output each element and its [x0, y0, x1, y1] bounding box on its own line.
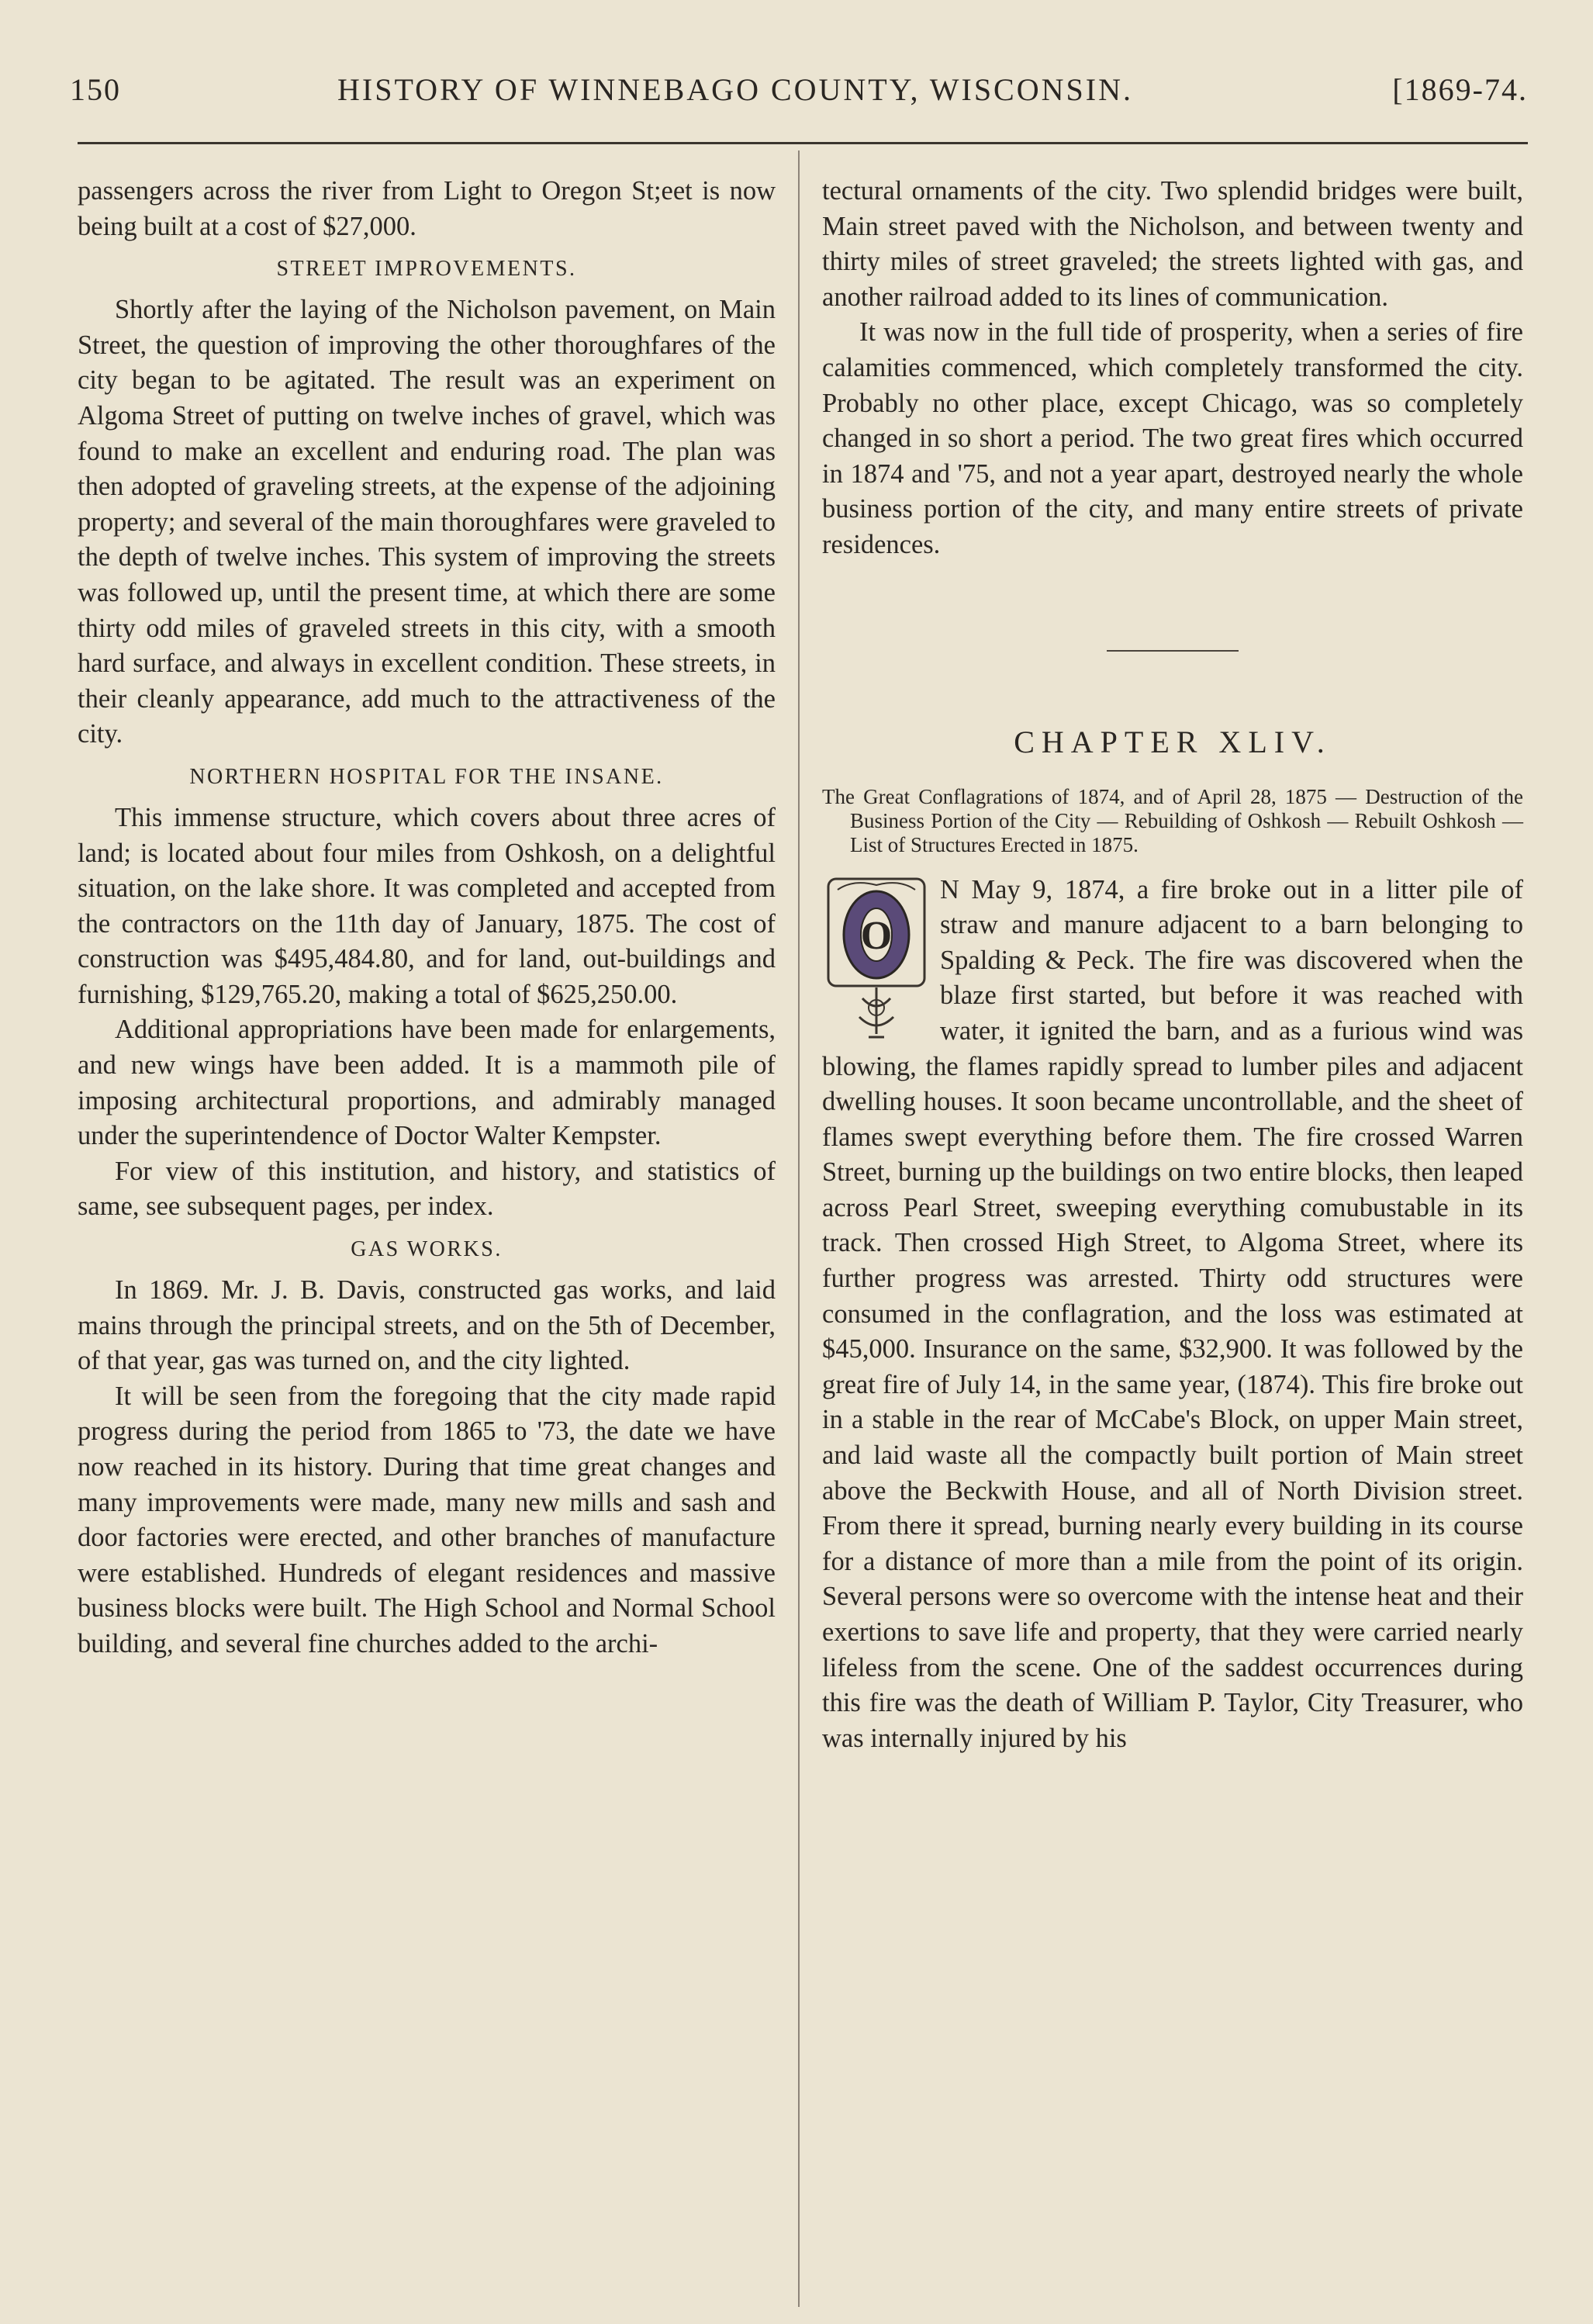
header-rule [78, 142, 1528, 144]
paragraph: It will be seen from the foregoing that the city made rapid progress during the period from 1865 to '73, the date we have now reached in its history. During that time great changes and many improvements were made, many new mills and sash and door factories were erected, and other branches of manufacture were established. Hundreds of elegant residences and massive business blocks were built. The High School and Normal School building, and several fine churches added to the archi- [78, 1381, 776, 1658]
paragraph: Additional appropriations have been made for enlargements, and new wings have been added. It is a mammoth pile of imposing architectural proportions, and admirably managed under the superintendence of Doctor Walter Kempster. [78, 1015, 776, 1151]
paragraph: This immense structure, which covers about three acres of land; is located about four miles from Oshkosh, on a delightful situation, on the lake shore. It was completed and accepted from the contractors on the 11th day of January, 1875. The cost of construction was $495,484.80, and for land, out-buildings and furnishing, $129,765.20, making a total of $625,250.00. [78, 802, 776, 1009]
section-heading-street-improvements: STREET IMPROVEMENTS. [276, 257, 577, 282]
paragraph: In 1869. Mr. J. B. Davis, constructed gas works, and laid mains through the principal streets, and on the 5th of December, of that year, gas was turned on, and the city lighted. [78, 1275, 776, 1376]
right-column [822, 174, 1523, 1756]
page-number: 150 [70, 72, 121, 107]
paragraph: passengers across the river from Light to Oregon St;eet is now being built at a cost of $27,000. [78, 176, 776, 241]
paragraph: It was now in the full tide of prosperity, when a series of fire calamities commenced, which completely transformed the city. Probably no other place, except Chicago, was so completely changed in so short a period. The two great fires which occurred in 1874 and '75, and not a year apart, destroyed nearly the whole business portion of the city, and many entire streets of private residences. [822, 317, 1523, 559]
running-header [70, 71, 1528, 118]
left-column [78, 174, 776, 1662]
year-range: [1869-74. [1392, 72, 1528, 107]
drop-cap-letter: O [860, 913, 893, 958]
paragraph: N May 9, 1874, a fire broke out in a litter pile of straw and manure adjacent to a barn belonging to Spalding & Peck. The fire was discovered when the blaze first started, but before it was reached with water, it ignited the barn, and as a furious wind was blowing, the flames rapidly spread to lumber piles and adjacent dwelling houses. It soon became uncontrollable, and the sheet of flames swept everything before them. The fire crossed Warren Street, burning up the buildings on two entire blocks, then leaped across Pearl Street, sweeping everything comubustable in its track. Then crossed High Street, to Algoma Street, where its further progress was arrested. Thirty odd structures were consumed in the conflagration, and the loss was estimated at $45,000. Insurance on the same, $32,900. It was followed by the great fire of July 14, in the same year, (1874). This fire broke out in a stable in the rear of McCabe's Block, on upper Main street, and laid waste all the compactly built portion of Main street above the Beckwith House, and all of North Division street. From there it spread, burning nearly every building in its course for a distance of more than a mile from the point of its origin. Several persons were so overcome with the intense heat and their exertions to save life and property, that they were carried nearly lifeless from the scene. One of the saddest occurrences during this fire was the death of William P. Taylor, City Treasurer, who was internally injured by his [822, 874, 1523, 1753]
chapter-title: CHAPTER XLIV. [1014, 724, 1332, 759]
ornamental-drop-cap [822, 874, 931, 1046]
paragraph: tectural ornaments of the city. Two splendid bridges were built, Main street paved with the Nicholson, and between twenty and thirty miles of street graveled; the streets lighted with gas, and another railroad added to its lines of communication. [822, 176, 1523, 312]
section-heading-northern-hospital: NORTHERN HOSPITAL FOR THE INSANE. [189, 764, 664, 789]
chapter-summary: The Great Conflagrations of 1874, and of April 28, 1875 — Destruction of the Business Portion of the City — Rebuilding of Oshkosh — Rebuilt Oshkosh — List of Structures Erected in 1875. [822, 784, 1523, 856]
running-title: HISTORY OF WINNEBAGO COUNTY, WISCONSIN. [337, 72, 1133, 107]
paragraph: For view of this institution, and history, and statistics of same, see subsequent pages, per index. [78, 1156, 776, 1222]
column-divider [798, 150, 800, 2307]
section-heading-gas-works: GAS WORKS. [351, 1237, 503, 1262]
section-separator [1107, 650, 1239, 652]
paragraph: Shortly after the laying of the Nicholson pavement, on Main Street, the question of improving the other thoroughfares of the city began to be agitated. The result was an experiment on Algoma Street of putting on twelve inches of gravel, which was found to make an excellent and enduring road. The plan was then adopted of graveling streets, at the expense of the adjoining property; and several of the main thoroughfares were graveled to the depth of twelve inches. This system of improving the streets was followed up, until the present time, at which there are some thirty odd miles of graveled streets in this city, with a smooth hard surface, and always in excellent condition. These streets, in their cleanly appearance, add much to the attractiveness of the city. [78, 295, 776, 749]
